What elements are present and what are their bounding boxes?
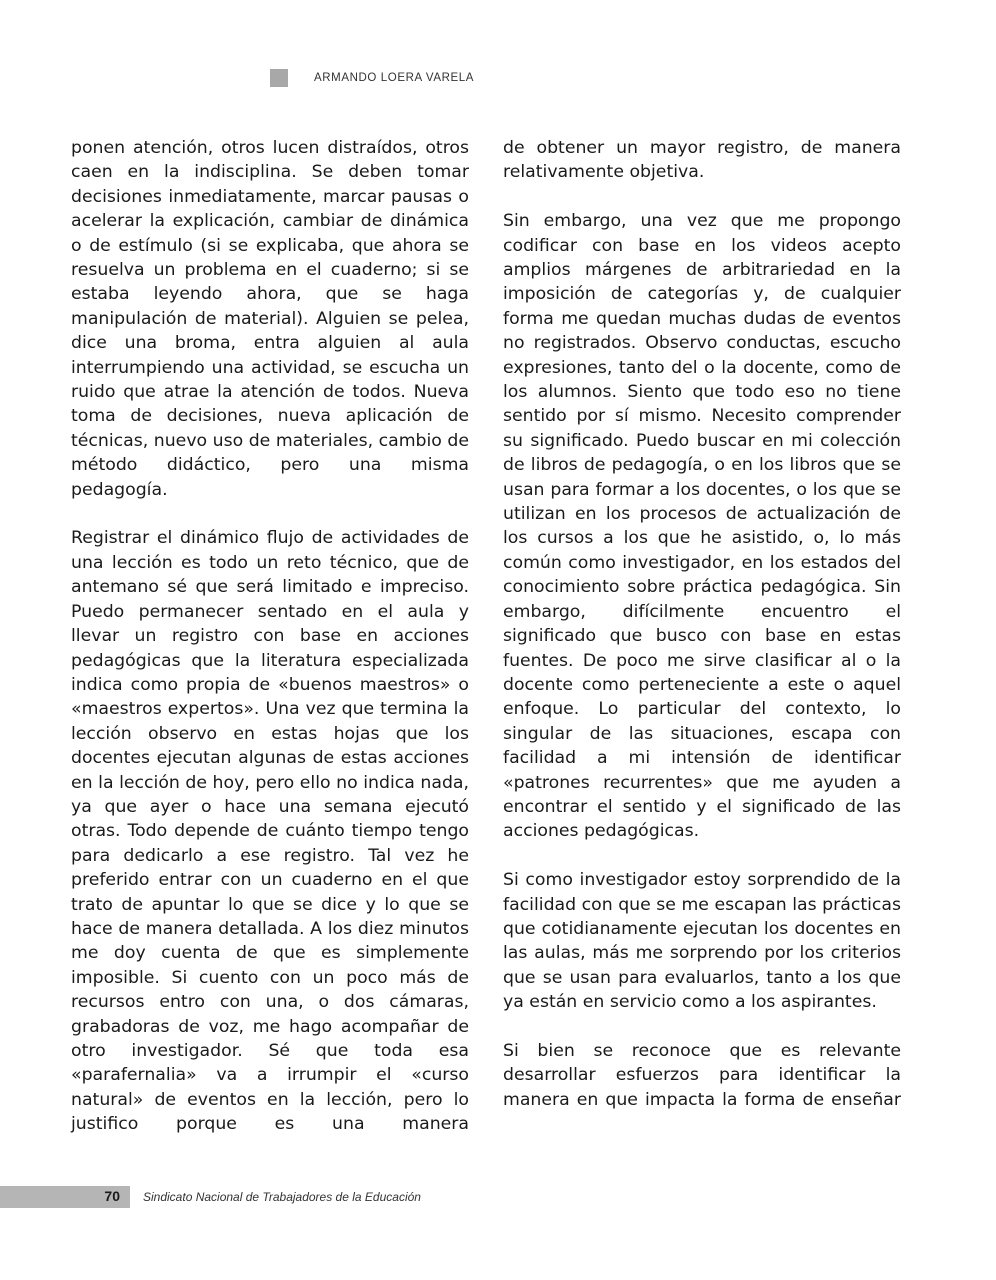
page-number: 70 — [104, 1188, 120, 1204]
body-paragraph: ponen atención, otros lucen distraídos, otros caen en la indisciplina. Se deben tomar decisiones inmediatamente, marcar pausas o acelerar la explicación, cambiar de dinámica o de estímulo (si se explicaba, que ahora se resuelva un problema en el cuaderno; si se estaba leyendo ahora, que se haga manipulación de material). Alguien se pelea, dice una broma, entra alguien al aula interrumpiendo una actividad, se escucha un ruido que atrae la atención de todos. Nueva toma de decisiones, nueva aplicación de técnicas, nuevo uso de materiales, cambio de método didáctico, pero una misma pedagogía. — [71, 138, 469, 500]
body-paragraph: Si como investigador estoy sorprendido de la facilidad con que se me escapan las prácticas que cotidianamente ejecutan los docentes en las aulas, más me sorprendo por los criterios que se usan para evaluarlos, tanto a los que ya están en servicio como a los aspirantes. — [503, 870, 901, 1013]
footer-publication: Sindicato Nacional de Trabajadores de la Educación — [143, 1190, 421, 1204]
body-paragraph: Si bien se reconoce que es relevante desarrollar esfuerzos para identificar la manera en que impacta la forma de enseñar — [503, 1040, 901, 1110]
body-paragraph: Sin embargo, una vez que me propongo codificar con base en los videos acepto amplios márgenes de arbitrariedad en la imposición de categorías y, de cualquier forma me quedan muchas dudas de eventos no registrados. Observo conductas, escucho expresiones, tanto del o la docente, como de los alumnos. Siento que todo eso no tiene sentido por sí mismo. Necesito comprender su significado. Puedo buscar en mi colección de libros de pedagogía, o en los libros que se usan para formar a los docentes, o los que se utilizan en los procesos de actualización de los cursos a los que he asistido, o, lo más común como investigador, en los estados del conocimiento sobre práctica pedagógica. Sin embargo, difícilmente encuentro el significado que busco con base en estas fuentes. De poco me sirve clasificar al o la docente como perteneciente a este o aquel enfoque. Lo particular del contexto, lo singular de las situaciones, escapa con facilidad a mi intensión de identificar «patrones recurrentes» que me ayuden a encontrar el sentido y el significado de las acciones pedagógicas. — [503, 211, 901, 842]
header-square-marker — [270, 69, 288, 87]
body-paragraph: Registrar el dinámico flujo de actividades de una lección es todo un reto técnico, que de antemano sé que será limitado e impreciso. Puedo permanecer sentado en el aula y llevar un registro con base en acciones pedagógicas que la literatura especializada indica como propia de «buenos maestros» o «maestros expertos». Una vez que termina la lección observo en estas hojas que los docentes ejecutan algunas de estas acciones en la lección de hoy, pero ello no indica nada, ya que ayer o hace una semana ejecutó otras. Todo depende de cuánto tiempo tengo para dedicarlo a ese registro. Tal vez he preferido entrar con un cuaderno en el que trato de apuntar lo que se dice y lo que se hace de manera detallada. A los diez minutos me doy cuenta de que es simplemente imposible. Si cuento con un poco más de recursos entro con una, o dos cámaras, grabadoras de voz, me hago acompañar de otro investigador. Sé que toda esa «parafernalia» va a irrumpir el «curso natural» de eventos en la lección, pero lo justifico porque es una manera — [71, 528, 469, 1135]
left-column — [71, 136, 469, 1161]
footer-bar — [0, 1186, 130, 1208]
page-footer — [0, 1186, 996, 1208]
body-paragraph: de obtener un mayor registro, de manera relativamente objetiva. — [503, 138, 901, 183]
running-header — [270, 68, 474, 88]
right-column — [503, 136, 901, 1137]
header-author: ARMANDO LOERA VARELA — [314, 72, 475, 84]
